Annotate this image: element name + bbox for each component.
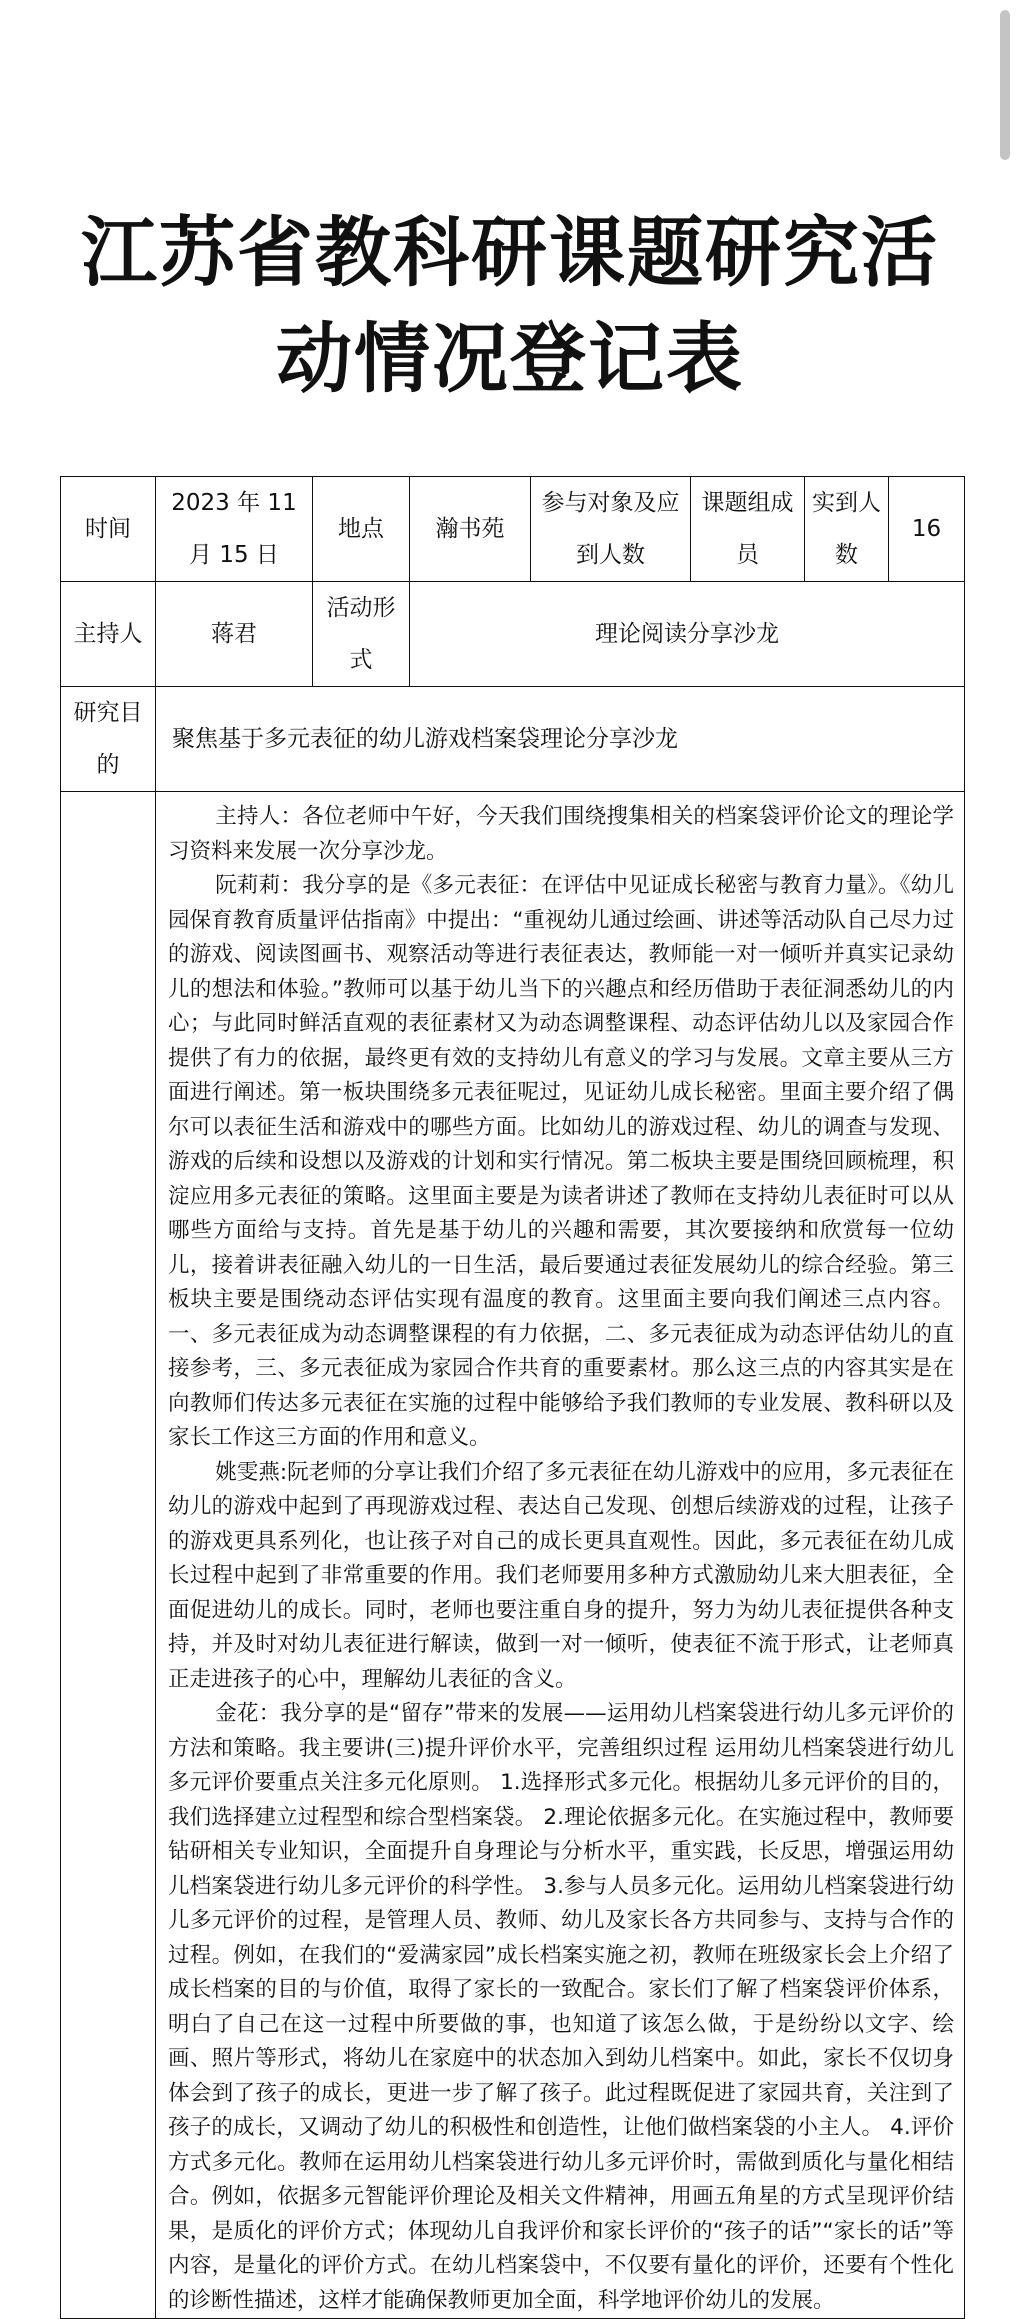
title-line-1: 江苏省教科研课题研究活	[81, 208, 939, 297]
table-row-purpose	[61, 687, 965, 792]
form-label: 活动形式	[313, 582, 410, 687]
title-line-2: 动情况登记表	[276, 314, 744, 403]
host-value: 蒋君	[156, 582, 313, 687]
purpose-label: 研究目的	[61, 687, 156, 792]
registration-table	[60, 476, 965, 2319]
content-side-cell	[61, 792, 156, 2319]
participants-label: 参与对象及应到人数	[531, 477, 691, 582]
table-row-content	[61, 792, 965, 2319]
activity-content	[156, 792, 965, 2319]
participants-value: 课题组成员	[691, 477, 805, 582]
content-paragraph-jin: 金花：我分享的是“留存”带来的发展——运用幼儿档案袋进行幼儿多元评价的方法和策略。我主要讲(三)提升评价水平，完善组织过程 运用幼儿档案袋进行幼儿多元评价要重点关注多元化原则。 1.选择形式多元化。根据幼儿多元评价的目的，我们选择建立过程型和综合型档案袋。 2.理论依据多元化。在实施过程中，教师要钻研相关专业知识，全面提升自身理论与分析水平，重实践，长反思，增强运用幼儿档案袋进行幼儿多元评价的科学性。 3.参与人员多元化。运用幼儿档案袋进行幼儿多元评价的过程，是管理人员、教师、幼儿及家长各方共同参与、支持与合作的过程。例如，在我们的“爱满家园”成长档案实施之初，教师在班级家长会上介绍了成长档案的目的与价值，取得了家长的一致配合。家长们了解了档案袋评价体系，明白了自己在这一过程中所要做的事，也知道了该怎么做，于是纷纷以文字、绘画、照片等形式，将幼儿在家庭中的状态加入到幼儿档案中。如此，家长不仅切身体会到了孩子的成长，更进一步了解了孩子。此过程既促进了家园共育，关注到了孩子的成长，又调动了幼儿的积极性和创造性，让他们做档案袋的小主人。 4.评价方式多元化。教师在运用幼儿档案袋进行幼儿多元评价时，需做到质化与量化相结合。例如，依据多元智能评价理论及相关文件精神，用画五角星的方式呈现评价结果，是质化的评价方式；体现幼儿自我评价和家长评价的“孩子的话”“家长的话”等内容，是量化的评价方式。在幼儿档案袋中，不仅要有量化的评价，还要有个性化的诊断性描述，这样才能确保教师更加全面，科学地评价幼儿的发展。	[168, 1701, 954, 2313]
place-value: 瀚书苑	[410, 477, 531, 582]
host-label: 主持人	[61, 582, 156, 687]
attended-value: 16	[889, 477, 965, 582]
scrollbar-thumb[interactable]	[1000, 10, 1010, 160]
table-row-time	[61, 477, 965, 582]
table-row-host	[61, 582, 965, 687]
time-value: 2023 年 11 月 15 日	[156, 477, 313, 582]
attended-label: 实到人数	[805, 477, 889, 582]
time-label: 时间	[61, 477, 156, 582]
content-paragraph-ruan: 阮莉莉：我分享的是《多元表征：在评估中见证成长秘密与教育力量》。《幼儿园保育教育质量评估指南》中提出：“重视幼儿通过绘画、讲述等活动队自己尽力过的游戏、阅读图画书、观察活动等进行表征表达，教师能一对一倾听并真实记录幼儿的想法和体验。”教师可以基于幼儿当下的兴趣点和经历借助于表征洞悉幼儿的内心；与此同时鲜活直观的表征素材又为动态调整课程、动态评估幼儿以及家园合作提供了有力的依据，最终更有效的支持幼儿有意义的学习与发展。文章主要从三方面进行阐述。第一板块围绕多元表征呢过，见证幼儿成长秘密。里面主要介绍了偶尔可以表征生活和游戏中的哪些方面。比如幼儿的游戏过程、幼儿的调查与发现、游戏的后续和设想以及游戏的计划和实行情况。第二板块主要是围绕回顾梳理，积淀应用多元表征的策略。这里面主要是为读者讲述了教师在支持幼儿表征时可以从哪些方面给与支持。首先是基于幼儿的兴趣和需要，其次要接纳和欣赏每一位幼儿，接着讲表征融入幼儿的一日生活，最后要通过表征发展幼儿的综合经验。第三板块主要是围绕动态评估实现有温度的教育。这里面主要向我们阐述三点内容。一、多元表征成为动态调整课程的有力依据，二、多元表征成为动态评估幼儿的直接参考，三、多元表征成为家园合作共育的重要素材。那么这三点的内容其实是在向教师们传达多元表征在实施的过程中能够给予我们教师的专业发展、教科研以及家长工作这三方面的作用和意义。	[168, 873, 954, 1450]
form-value: 理论阅读分享沙龙	[410, 582, 965, 687]
place-label: 地点	[313, 477, 410, 582]
purpose-value: 聚焦基于多元表征的幼儿游戏档案袋理论分享沙龙	[156, 687, 965, 792]
document-title	[60, 200, 960, 412]
content-paragraph-host: 主持人：各位老师中午好，今天我们围绕搜集相关的档案袋评价论文的理论学习资料来发展一次分享沙龙。	[168, 804, 954, 864]
content-paragraph-yao: 姚雯燕:阮老师的分享让我们介绍了多元表征在幼儿游戏中的应用，多元表征在幼儿的游戏中起到了再现游戏过程、表达自己发现、创想后续游戏的过程，让孩子的游戏更具系列化，也让孩子对自己的成长更具直观性。因此，多元表征在幼儿成长过程中起到了非常重要的作用。我们老师要用多种方式激励幼儿来大胆表征，全面促进幼儿的成长。同时，老师也要注重自身的提升，努力为幼儿表征提供各种支持，并及时对幼儿表征进行解读，做到一对一倾听，使表征不流于形式，让老师真正走进孩子的心中，理解幼儿表征的含义。	[168, 1459, 954, 1692]
scrollbar[interactable]	[1006, 0, 1018, 2275]
